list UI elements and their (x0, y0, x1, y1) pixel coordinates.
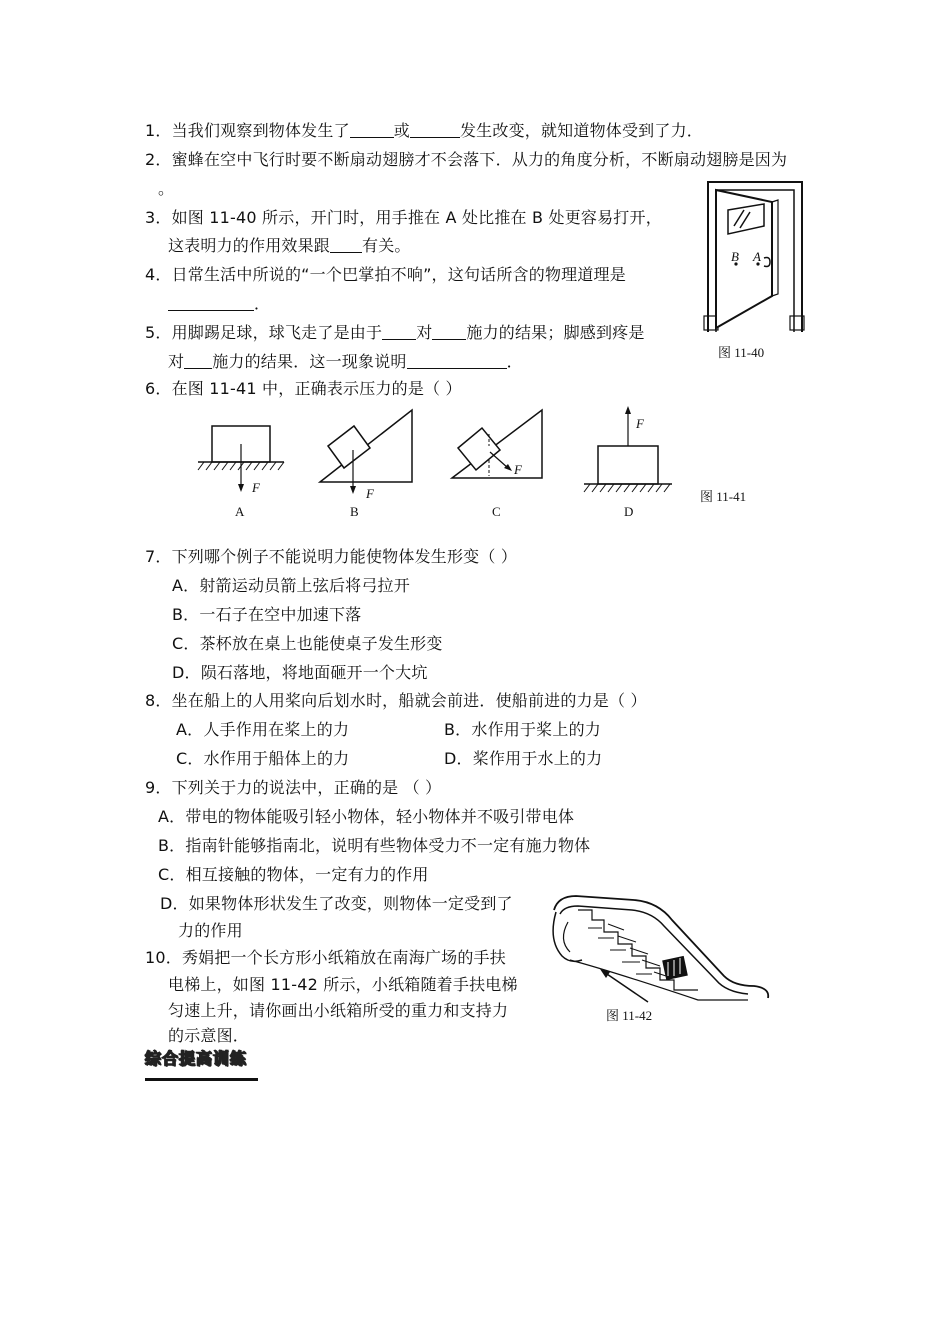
answer-blank[interactable] (407, 352, 507, 369)
question-2: 2．蜜蜂在空中飞行时要不断扇动翅膀才不会落下．从力的角度分析，不断扇动翅膀是因为 (145, 150, 788, 169)
figure-11-41-caption: 图 11-41 (700, 489, 747, 504)
force-label: F (366, 486, 374, 501)
answer-blank[interactable] (350, 121, 394, 138)
question-10: 10．秀娟把一个长方形小纸箱放在南海广场的手扶 (145, 948, 506, 967)
force-label: F (252, 480, 260, 495)
answer-blank[interactable] (410, 121, 460, 138)
q9-option-d-cont: 力的作用 (178, 921, 243, 940)
question-1: 1．当我们观察到物体发生了 或 发生改变，就知道物体受到了力． (145, 121, 703, 140)
option-c-label: C (492, 504, 501, 519)
q9-option-a[interactable]: A．带电的物体能吸引轻小物体，轻小物体并不吸引带电体 (158, 807, 575, 826)
force-label: F (514, 462, 522, 477)
answer-blank[interactable] (432, 323, 466, 340)
answer-blank[interactable] (330, 236, 362, 253)
question-5-line2: 对 施力的结果．这一现象说明 ． (168, 352, 523, 371)
option-a-label: A (235, 504, 245, 519)
figure-11-40-caption: 图 11-40 (718, 345, 765, 360)
door-figure (700, 176, 810, 334)
option-b-diagram (320, 410, 412, 519)
question-3-line2: 这表明力的作用效果跟 有关。 (168, 236, 411, 255)
option-d-diagram (584, 406, 672, 519)
q8-option-a[interactable]: A．人手作用在桨上的力 (176, 720, 350, 739)
question-4: 4．日常生活中所说的“一个巴掌拍不响”，这句话所含的物理道理是 (145, 265, 626, 284)
point-b-label: B (731, 249, 739, 264)
question-9: 9．下列关于力的说法中，正确的是 （ ） (145, 778, 442, 797)
option-d-label: D (624, 504, 634, 519)
q9-option-b[interactable]: B．指南针能够指南北，说明有些物体受力不一定有施力物体 (158, 836, 591, 855)
pressure-force-figure (190, 400, 690, 524)
question-6: 6．在图 11-41 中，正确表示压力的是（ ） (145, 379, 462, 398)
section-title: 综合提高训练 (145, 1049, 248, 1068)
q7-option-a[interactable]: A．射箭运动员箭上弦后将弓拉开 (172, 576, 410, 595)
q9-option-c[interactable]: C．相互接触的物体，一定有力的作用 (158, 865, 429, 884)
q8-option-c[interactable]: C．水作用于船体上的力 (176, 749, 350, 768)
question-4-line2: ． (168, 293, 270, 315)
q9-option-d[interactable]: D．如果物体形状发生了改变，则物体一定受到了 (160, 894, 513, 913)
option-a-diagram (198, 426, 284, 519)
question-3: 3．如图 11-40 所示，开门时，用手推在 A 处比推在 B 处更容易打开， (145, 208, 662, 227)
answer-blank[interactable] (168, 294, 254, 311)
q8-option-b[interactable]: B．水作用于桨上的力 (444, 720, 601, 739)
point-a-label: A (753, 249, 761, 264)
question-8: 8．坐在船上的人用桨向后划水时，船就会前进．使船前进的力是（ ） (145, 691, 647, 710)
figure-11-42-caption: 图 11-42 (606, 1008, 653, 1023)
question-2-end: 。 (158, 179, 175, 198)
section-rule (145, 1078, 258, 1081)
question-7: 7．下列哪个例子不能说明力能使物体发生形变（ ） (145, 547, 518, 566)
answer-blank[interactable] (382, 323, 416, 340)
q7-option-d[interactable]: D．陨石落地，将地面砸开一个大坑 (172, 663, 428, 682)
q7-option-c[interactable]: C．茶杯放在桌上也能使桌子发生形变 (172, 634, 443, 653)
escalator-figure (548, 880, 774, 1010)
answer-blank[interactable] (184, 352, 212, 369)
option-c-diagram (452, 410, 542, 519)
question-10-line3: 匀速上升，请你画出小纸箱所受的重力和支持力 (168, 1001, 509, 1020)
question-10-line4: 的示意图． (168, 1026, 250, 1045)
q8-option-d[interactable]: D．桨作用于水上的力 (444, 749, 603, 768)
q7-option-b[interactable]: B．一石子在空中加速下落 (172, 605, 362, 624)
force-label: F (636, 416, 644, 431)
option-b-label: B (350, 504, 359, 519)
question-5: 5．用脚踢足球，球飞走了是由于 对 施力的结果；脚感到疼是 (145, 323, 645, 342)
question-10-line2: 电梯上，如图 11-42 所示，小纸箱随着手扶电梯 (168, 975, 518, 994)
